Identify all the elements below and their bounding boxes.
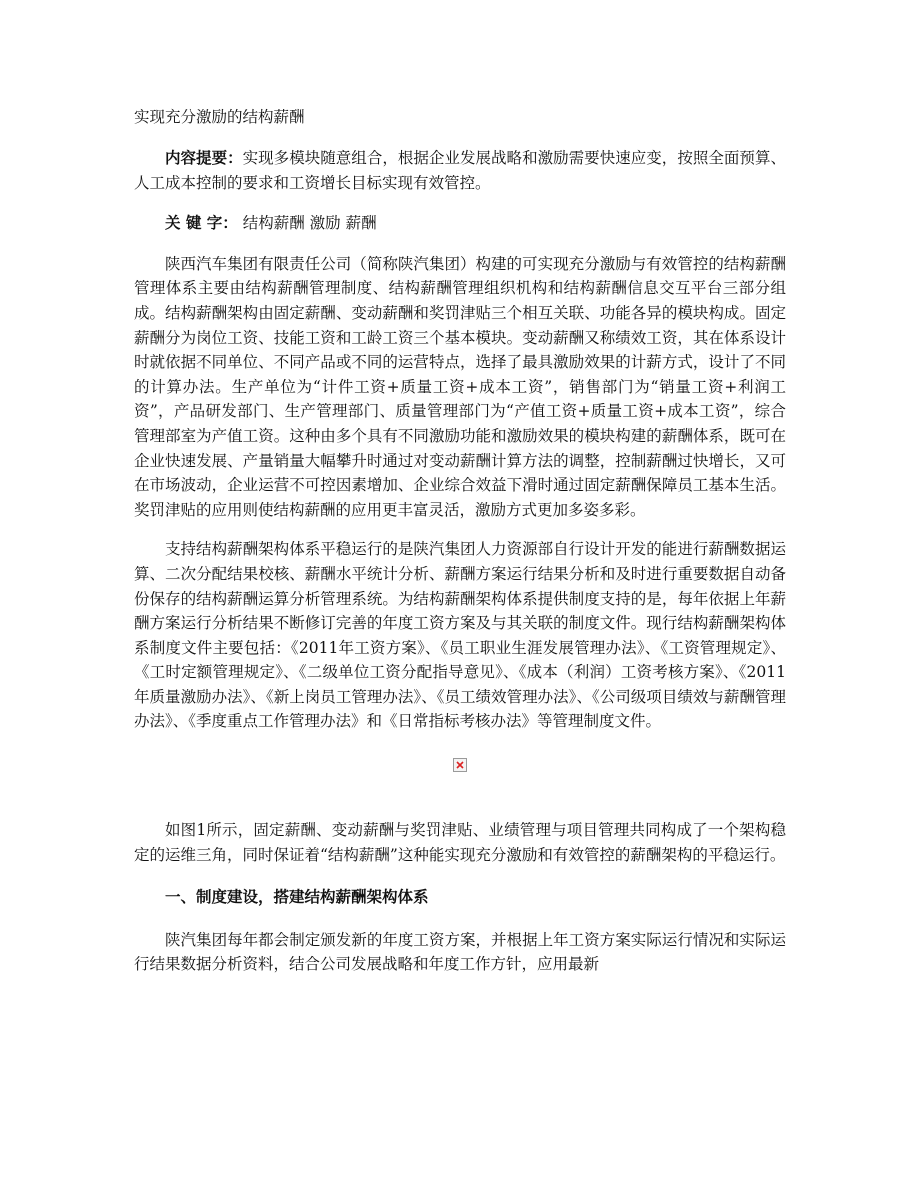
document-title: 实现充分激励的结构薪酬 bbox=[134, 108, 305, 126]
section-heading-1: 一、制度建设，搭建结构薪酬架构体系 bbox=[165, 888, 429, 907]
abstract-paragraph bbox=[134, 146, 786, 195]
abstract-label: 内容提要： bbox=[165, 148, 243, 167]
keywords-paragraph bbox=[134, 211, 786, 236]
body-paragraph-1: 陕西汽车集团有限责任公司（简称陕汽集团）构建的可实现充分激励与有效管控的结构薪酬管理体系主要由结构薪酬管理制度、结构薪酬管理组织机构和结构薪酬信息交互平台三部分组成。结构薪酬架构由固定薪酬、变动薪酬和奖罚津贴三个相互关联、功能各异的模块构成。固定薪酬分为岗位工资、技能工资和工龄工资三个基本模块。变动薪酬又称绩效工资，其在体系设计时就依据不同单位、不同产品或不同的运营特点，选择了最具激励效果的计薪方式，设计了不同的计算办法。生产单位为“计件工资+质量工资+成本工资”，销售部门为“销量工资+利润工资”，产品研发部门、生产管理部门、质量管理部门为“产值工资+质量工资+成本工资”，综合管理部室为产值工资。这种由多个具有不同激励功能和激励效果的模块构建的薪酬体系，既可在企业快速发展、产量销量大幅攀升时通过对变动薪酬计算方法的调整，控制薪酬过快增长，又可在市场波动，企业运营不可控因素增加、企业综合效益下滑时通过固定薪酬保障员工基本生活。奖罚津贴的应用则使结构薪酬的应用更丰富灵活，激励方式更加多姿多彩。 bbox=[134, 254, 786, 519]
broken-image-icon bbox=[453, 758, 467, 772]
keywords-label: 关 键 字： bbox=[165, 213, 238, 233]
section-1-paragraph: 陕汽集团每年都会制定颁发新的年度工资方案，并根据上年工资方案实际运行情况和实际运行结果数据分析资料，结合公司发展战略和年度工作方针，应用最新 bbox=[134, 930, 786, 974]
body-paragraph-2: 支持结构薪酬架构体系平稳运行的是陕汽集团人力资源部自行设计开发的能进行薪酬数据运算、二次分配结果校核、薪酬水平统计分析、薪酬方案运行结果分析和及时进行重要数据自动备份保存的结构薪酬运算分析管理系统。为结构薪酬架构体系提供制度支持的是，每年依据上年薪酬方案运行分析结果不断修订完善的年度工资方案及与其关联的制度文件。现行结构薪酬架构体系制度文件主要包括：《2011年工资方案》、《员工职业生涯发展管理办法》、《工资管理规定》、《工时定额管理规定》、《二级单位工资分配指导意见》、《成本（利润）工资考核方案》、《2011年质量激励办法》、《新上岗员工管理办法》、《员工绩效管理办法》、《公司级项目绩效与薪酬管理办法》、《季度重点工作管理办法》和《日常指标考核办法》等管理制度文件。 bbox=[134, 540, 786, 731]
abstract-text: 实现多模块随意组合，根据企业发展战略和激励需要快速应变，按照全面预算、人工成本控制的要求和工资增长目标实现有效管控。 bbox=[134, 149, 786, 192]
keywords-text: 结构薪酬 激励 薪酬 bbox=[237, 214, 377, 233]
document-page bbox=[134, 104, 786, 992]
figure-1 bbox=[134, 758, 786, 792]
figure-caption-paragraph: 如图1所示，固定薪酬、变动薪酬与奖罚津贴、业绩管理与项目管理共同构成了一个架构稳定的运维三角，同时保证着“结构薪酬”这种能实现充分激励和有效管控的薪酬架构的平稳运行。 bbox=[134, 821, 786, 864]
